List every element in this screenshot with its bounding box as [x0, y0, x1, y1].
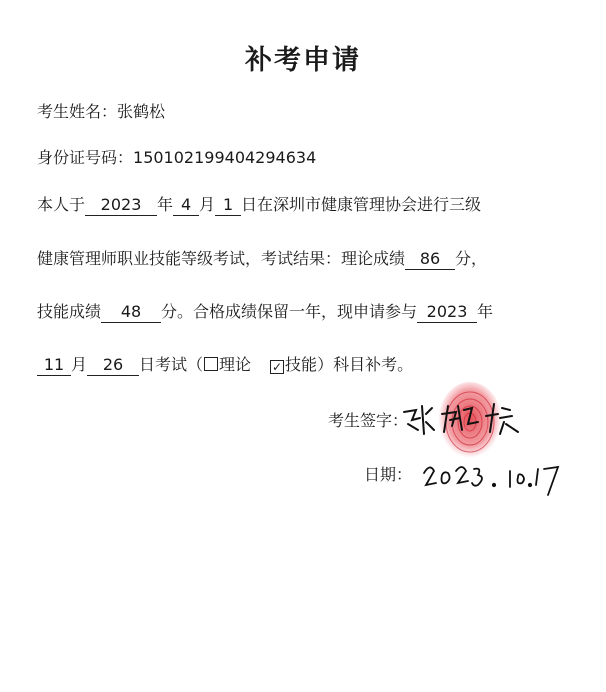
exam-day-blank: 1 [215, 195, 241, 216]
p3-suffix: 年 [477, 302, 494, 321]
month-unit: 月 [199, 195, 216, 214]
skill-checkbox-checked-icon: ✓ [272, 360, 283, 374]
p4-text2: ）科目补考。 [317, 355, 414, 374]
p4-month-unit: 月 [71, 355, 88, 374]
retake-month-blank: 11 [37, 355, 71, 376]
year-unit: 年 [157, 195, 174, 214]
exam-year-blank: 2023 [85, 195, 157, 216]
paragraph-line-1 [37, 193, 481, 217]
p3-prefix: 技能成绩 [37, 302, 102, 321]
signature-label: 考生签字： [328, 411, 409, 430]
p2-suffix: 分， [455, 249, 488, 268]
name-label: 考生姓名： [37, 102, 118, 121]
p1-prefix: 本人于 [37, 195, 86, 214]
theory-score-blank: 86 [405, 249, 455, 270]
p4-text1: 日考试（ [139, 355, 204, 374]
p1-suffix: 日在深圳市健康管理协会进行三级 [241, 195, 482, 214]
opt-skill-label: 技能 [285, 355, 318, 374]
paragraph-line-2 [37, 247, 487, 271]
name-line [37, 100, 165, 124]
id-value: 150102199404294634 [133, 148, 317, 167]
handwritten-signature [398, 396, 538, 446]
id-line [37, 146, 316, 170]
theory-checkbox-icon [204, 357, 218, 371]
skill-score-blank: 48 [101, 302, 161, 323]
exam-month-blank: 4 [173, 195, 199, 216]
document-title: 补考申请 [245, 45, 361, 76]
date-label: 日期： [364, 465, 413, 484]
name-value: 张鹤松 [117, 102, 166, 121]
retake-day-blank: 26 [87, 355, 139, 376]
paragraph-line-3 [37, 300, 493, 324]
retake-year-blank: 2023 [417, 302, 477, 323]
p2-text: 健康管理师职业技能等级考试，考试结果：理论成绩 [37, 249, 406, 268]
opt-theory-label: 理论 [219, 355, 252, 374]
paragraph-line-4 [37, 353, 413, 377]
p3-mid: 分。合格成绩保留一年，现申请参与 [161, 302, 418, 321]
id-label: 身份证号码： [37, 148, 134, 167]
handwritten-date [420, 455, 570, 500]
